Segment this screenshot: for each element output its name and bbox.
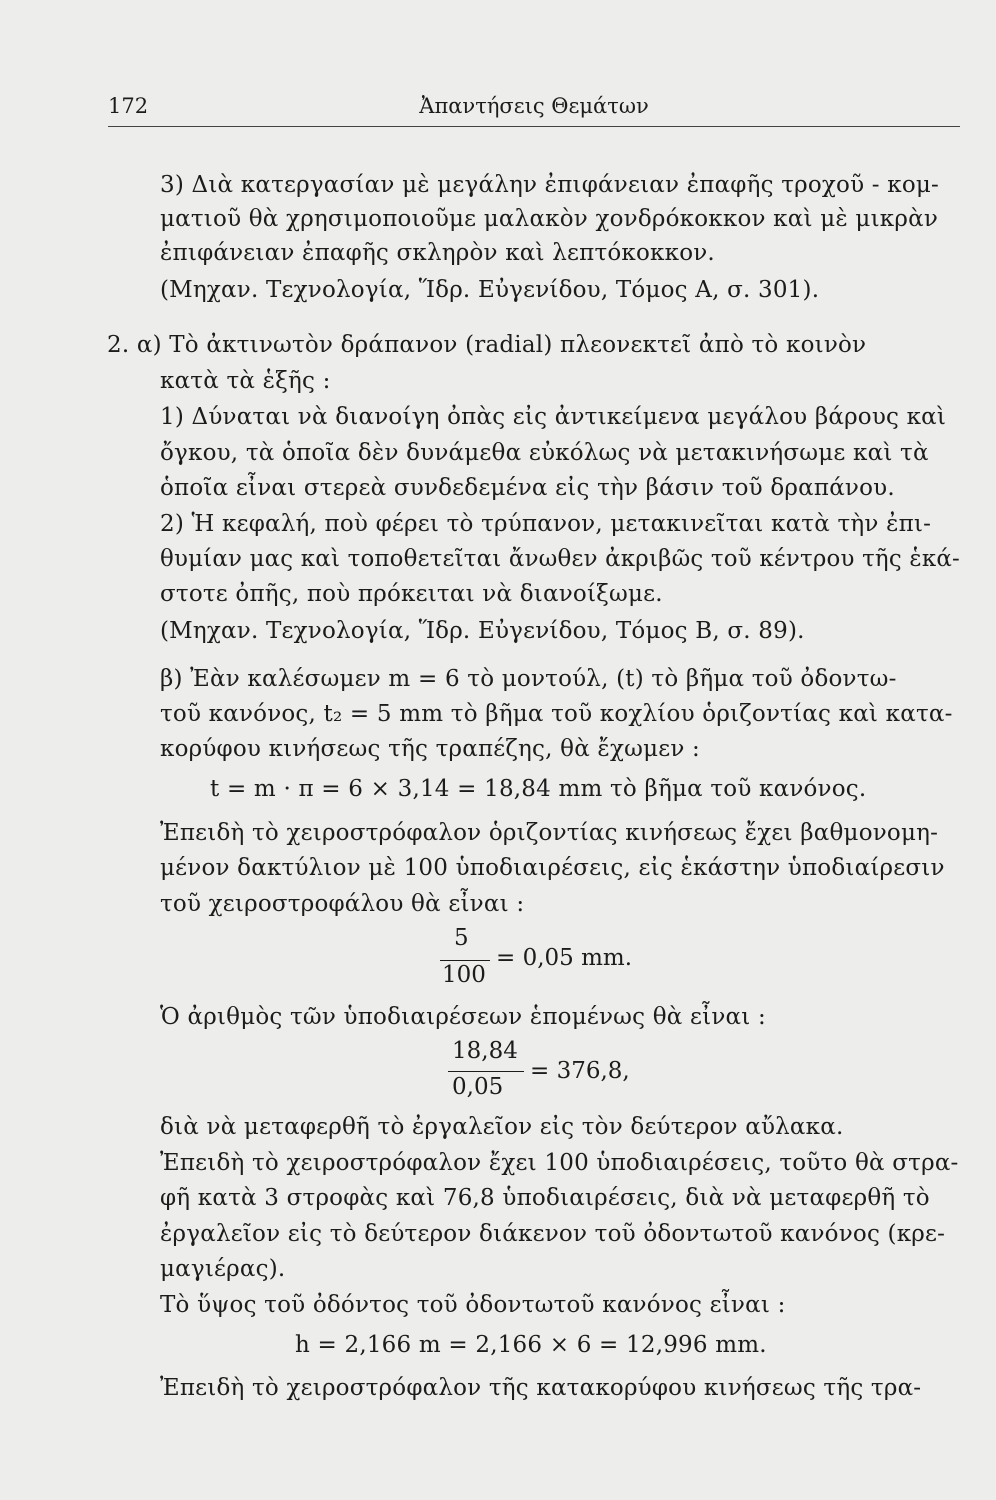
text-line: τοῦ χειροστροφάλου θὰ εἶναι : — [160, 891, 525, 917]
text-line: 2) Ἡ κεφαλή, ποὺ φέρει τὸ τρύπανον, μετακινεῖται κατὰ τὴν ἐπι- — [160, 511, 932, 537]
text-line: μαγιέρας). — [160, 1256, 286, 1282]
text-line: διὰ νὰ μεταφερθῆ τὸ ἐργαλεῖον εἰς τὸν δεύτερον αὔλακα. — [160, 1114, 844, 1140]
text-line: φῆ κατὰ 3 στροφὰς καὶ 76,8 ὑποδιαιρέσεις, διὰ νὰ μεταφερθῆ τὸ — [160, 1185, 930, 1211]
page-header — [108, 94, 960, 128]
text-line: ματιοῦ θὰ χρησιμοποιοῦμε μαλακὸν χονδρόκοκκον καὶ μὲ μικρὰν — [160, 206, 938, 232]
equation-line: h = 2,166 m = 2,166 × 6 = 12,996 mm. — [295, 1332, 767, 1358]
text-line: στοτε ὀπῆς, ποὺ πρόκειται νὰ διανοίξωμε. — [160, 581, 663, 607]
citation-line: (Μηχαν. Τεχνολογία, Ἵδρ. Εὐγενίδου, Τόμος Β, σ. 89). — [160, 618, 805, 644]
text-line: 2. α) Τὸ ἀκτινωτὸν δράπανον (radial) πλεονεκτεῖ ἀπὸ τὸ κοινὸν — [107, 332, 867, 358]
fraction-numerator: 18,84 — [452, 1038, 518, 1064]
running-title: Ἀπαντήσεις Θεμάτων — [419, 94, 649, 118]
fraction-bar — [448, 1071, 524, 1072]
text-line: ἐπιφάνειαν ἐπαφῆς σκληρὸν καὶ λεπτόκοκκον. — [160, 240, 715, 266]
text-line: Ὁ ἀριθμὸς τῶν ὑποδιαιρέσεων ἑπομένως θὰ εἶναι : — [160, 1004, 766, 1030]
citation-line: (Μηχαν. Τεχνολογία, Ἵδρ. Εὐγενίδου, Τόμος Α, σ. 301). — [160, 277, 820, 303]
text-line: 3) Διὰ κατεργασίαν μὲ μεγάλην ἐπιφάνειαν ἐπαφῆς τροχοῦ - κομ- — [160, 172, 939, 198]
page-number: 172 — [108, 94, 149, 118]
fraction-numerator: 5 — [454, 925, 469, 951]
text-line: τοῦ κανόνος, t₂ = 5 mm τὸ βῆμα τοῦ κοχλίου ὁριζοντίας καὶ κατα- — [160, 701, 953, 727]
text-line: ἐργαλεῖον εἰς τὸ δεύτερον διάκενον τοῦ ὀδοντωτοῦ κανόνος (κρε- — [160, 1221, 946, 1247]
fraction-bar — [440, 960, 490, 961]
fraction-denominator: 100 — [442, 962, 486, 988]
fraction-result: = 376,8, — [530, 1058, 630, 1084]
text-line: θυμίαν μας καὶ τοποθετεῖται ἄνωθεν ἀκριβῶς τοῦ κέντρου τῆς ἑκά- — [160, 546, 960, 572]
text-line: 1) Δύναται νὰ διανοίγη ὀπὰς εἰς ἀντικείμενα μεγάλου βάρους καὶ — [160, 404, 947, 430]
text-line: β) Ἐὰν καλέσωμεν m = 6 τὸ μοντούλ, (t) τὸ βῆμα τοῦ ὀδοντω- — [160, 666, 897, 692]
text-line: Ἐπειδὴ τὸ χειροστρόφαλον τῆς κατακορύφου κινήσεως τῆς τρα- — [160, 1375, 922, 1401]
text-line: μένον δακτύλιον μὲ 100 ὑποδιαιρέσεις, εἰς ἑκάστην ὑποδιαίρεσιν — [160, 855, 945, 881]
text-line: ὁποῖα εἶναι στερεὰ συνδεδεμένα εἰς τὴν βάσιν τοῦ δραπάνου. — [160, 475, 895, 501]
text-line: κορύφου κινήσεως τῆς τραπέζης, θὰ ἔχωμεν : — [160, 736, 700, 762]
fraction-equation — [448, 1038, 688, 1108]
equation-line: t = m · π = 6 × 3,14 = 18,84 mm τὸ βῆμα τοῦ κανόνος. — [210, 776, 867, 802]
text-line: ὄγκου, τὰ ὁποῖα δὲν δυνάμεθα εὐκόλως νὰ μετακινήσωμε καὶ τὰ — [160, 440, 929, 466]
text-line: Ἐπειδὴ τὸ χειροστρόφαλον ὁριζοντίας κινήσεως ἔχει βαθμονομη- — [160, 820, 939, 846]
text-line: κατὰ τὰ ἑξῆς : — [160, 368, 331, 394]
fraction-equation — [440, 925, 680, 995]
header-rule — [108, 126, 960, 127]
fraction-denominator: 0,05 — [452, 1074, 504, 1100]
fraction-result: = 0,05 mm. — [496, 945, 633, 971]
text-line: Ἐπειδὴ τὸ χειροστρόφαλον ἔχει 100 ὑποδιαιρέσεις, τοῦτο θὰ στρα- — [160, 1150, 959, 1176]
text-line: Τὸ ὕψος τοῦ ὀδόντος τοῦ ὀδοντωτοῦ κανόνος εἶναι : — [160, 1292, 786, 1318]
